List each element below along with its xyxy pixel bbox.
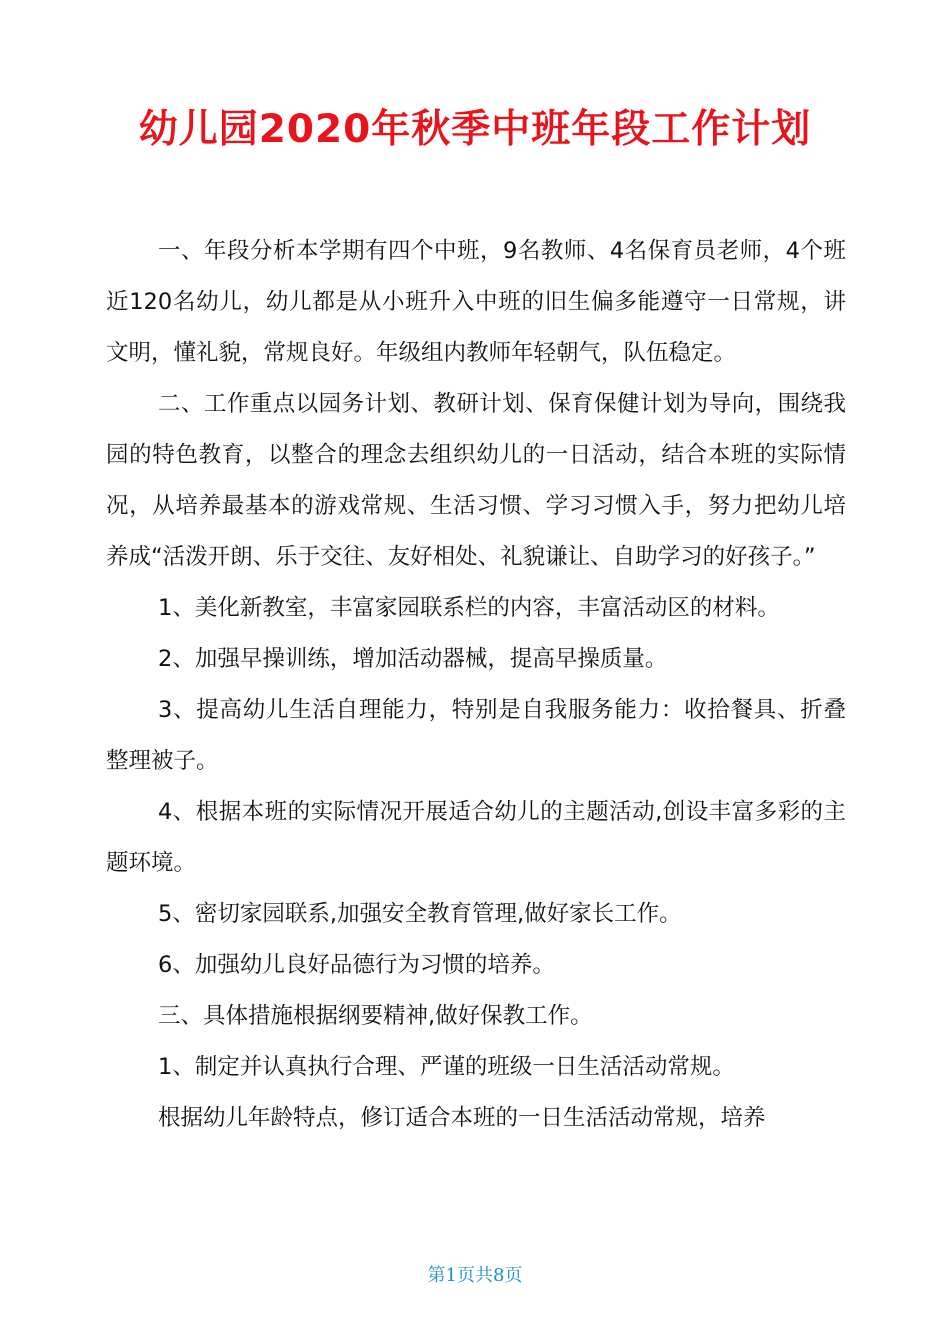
list-item-4: 4、根据本班的实际情况开展适合幼儿的主题活动,创设丰富多彩的主题环境。 xyxy=(106,799,846,876)
paragraph-year-analysis: 一、年段分析本学期有四个中班，9名教师、4名保育员老师，4个班近120名幼儿，幼儿都是从小班升入中班的旧生偏多能遵守一日常规，讲文明，懂礼貌，常规良好。年级组内教师年轻朝气，队伍稳定。 xyxy=(106,238,846,366)
list-item-3: 3、提高幼儿生活自理能力，特别是自我服务能力：收拾餐具、折叠整理被子。 xyxy=(106,697,846,774)
list-item-1: 1、美化新教室，丰富家园联系栏的内容，丰富活动区的材料。 xyxy=(158,595,780,621)
paragraph-specific-measures: 三、具体措施根据纲要精神,做好保教工作。 xyxy=(158,1003,593,1029)
measure-item-1: 1、制定并认真执行合理、严谨的班级一日生活活动常规。 xyxy=(158,1054,735,1080)
list-item-5: 5、密切家园联系,加强安全教育管理,做好家长工作。 xyxy=(158,901,682,927)
document-title: 幼儿园2020年秋季中班年段工作计划 xyxy=(138,107,812,152)
list-item-6: 6、加强幼儿良好品德行为习惯的培养。 xyxy=(158,952,555,978)
page-number-footer: 第1页共8页 xyxy=(427,1265,523,1286)
paragraph-continuation: 根据幼儿年龄特点，修订适合本班的一日生活活动常规，培养 xyxy=(158,1105,766,1131)
paragraph-work-focus: 二、工作重点以园务计划、教研计划、保育保健计划为导向，围绕我园的特色教育，以整合的理念去组织幼儿的一日活动，结合本班的实际情况，从培养最基本的游戏常规、生活习惯、学习习惯入手，努力把幼儿培养成“活泼开朗、乐于交往、友好相处、礼貌谦让、自助学习的好孩子。” xyxy=(106,391,846,570)
document-body xyxy=(106,226,846,1144)
list-item-2: 2、加强早操训练，增加活动器械，提高早操质量。 xyxy=(158,646,668,672)
